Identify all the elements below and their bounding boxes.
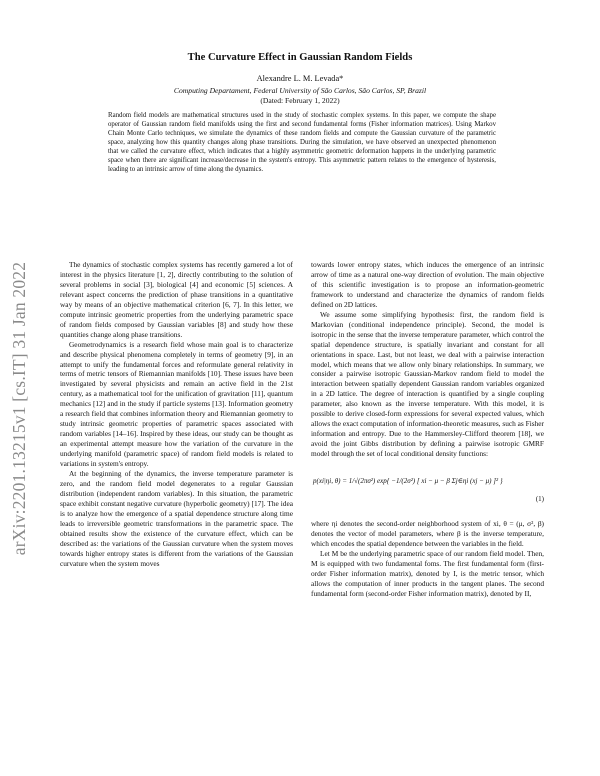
equation-1 (311, 467, 544, 513)
affiliation: Computing Departament, Federal University of São Carlos, São Carlos, SP, Brazil (173, 86, 427, 95)
date-line: (Dated: February 1, 2022) (260, 96, 340, 105)
author: Alexandre L. M. Levada* (256, 74, 344, 83)
arxiv-id: arXiv:2201.13215v1 [cs.IT] 31 Jan 2022 (9, 261, 30, 555)
equation-body: p(xi|ηi, θ) = 1/√(2πσ²) exp{ −1/(2σ²) [ xi − μ − β Σj∈ηi (xj − μ) ]² } (313, 477, 503, 486)
paragraph: At the beginning of the dynamics, the inverse temperature parameter is zero, and the random field model degenerates to a regular Gaussian distribution (independent random variables). In this situation, the parametric space exhibit constant negative curvature (hyperbolic geometry) [17]. The idea is to analyze how the emergence of a spatial dependence structure along time leads to irreversible geometric transformations in the parametric space. The obtained results show the existence of the curvature effect, which can be described as: the variations of the Gaussian curvature when the system moves towards higher entropy states is different from the variations of the Gaussian curvature when the system moves (60, 469, 293, 568)
right-column (311, 260, 544, 599)
paragraph: Geometrodynamics is a research field whose main goal is to characterize and describe physical phenomena completely in terms of geometry [9], in an attempt to unify the fundamental forces and reformulate general relativity in terms of metric tensors of Riemannian manifolds [10]. These issues have been investigated by several physicists and remain an active field in the 21st century, as a mathematical tool for the unification of gravitation [11], quantum mechanics [12] and in the study if particle systems [13]. Information geometry a research field that combines information theory and Riemannian geometry to study intrinsic geometric properties of parametric spaces associated with random variables [14–16]. Inspired by these ideas, our study can be thought as an experimental attempt measure how the variation of the curvature in the underlying manifold (parametric space) of random field models is related to variations in system's entropy. (60, 339, 293, 469)
paragraph: where ηi denotes the second-order neighborhood system of xi, θ = (μ, σ², β) denotes the vector of model parameters, where β is the inverse temperature, which encodes the spatial dependence between the variables in the field. (311, 519, 544, 548)
paragraph: We assume some simplifying hypothesis: first, the random field is Markovian (conditional independence principle). Second, the model is isotropic in the sense that the inverse temperature parameter, which control the spatial dependence structure, is spatially invariant and constant for all orientations in space. Last, but not least, we deal with a pairwise interaction model, which means that we allow only binary relationships. In summary, we consider a pairwise isotropic Gaussian-Markov random field to model the interaction between spatially dependent Gaussian random variables organized in a 2D lattice. The degree of interaction is quantified by a single coupling parameter, also known as the inverse temperature. With this model, it is possible to derive closed-form expressions for several expected values, which allows the exact computation of information-theoretic measures, such as Fisher information and entropy. Due to the Hammersley-Clifford theorem [18], we avoid the joint Gibbs distribution by defining a pairwise isotropic GMRF model through the set of local conditional density functions: (311, 309, 544, 459)
paragraph: The dynamics of stochastic complex systems has recently garnered a lot of interest in the physics literature [1, 2], directly contributing to the solution of several problems in social [3], biological [4] and economic [5] sciences. A relevant aspect concerns the prediction of phase transitions in a quantitative way by means of an objective mathematical criterion [6, 7]. In this letter, we compute intrinsic geometric properties from the underlying parametric space of random fields composed by Gaussian variables [8] and study how these quantities change along phase transitions. (60, 260, 293, 339)
paper-title: The Curvature Effect in Gaussian Random Fields (187, 52, 413, 63)
left-column (60, 260, 293, 569)
abstract: Random field models are mathematical structures used in the study of stochastic complex systems. In this paper, we compute the shape operator of Gaussian random field manifolds using the first and second fundamental forms (Fisher information matrices). Using Markov Chain Monte Carlo techniques, we simulate the dynamics of these random fields and compute the Gaussian curvature of the parametric space, analyzing how this quantity changes along phase transitions. During the simulation, we have observed an unexpected phenomenon that we called the curvature effect, which indicates that a highly asymmetric geometric deformation happens in the underlying parametric space when there are significant increase/decrease in the system's entropy. This asymmetric pattern relates to the emergence of hysteresis, leading to an intrinsic arrow of time along the dynamics. (108, 112, 496, 174)
paragraph: Let M be the underlying parametric space of our random field model. Then, M is equipped with two fundamental foms. The first fundamental form (first-order Fisher information matrix), denoted by I, is the metric tensor, which allows the computation of inner products in the tangent planes. The second fundamental form (second-order Fisher information matrix), denoted by II, (311, 548, 544, 598)
arxiv-stamp (4, 218, 36, 598)
paragraph: towards lower entropy states, which induces the emergence of an intrinsic arrow of time as a natural one-way direction of evolution. The main objective of this scientific investigation is to propose an information-geometric framework to understand and characterize the dynamics of random fields defined on 2D lattices. (311, 260, 544, 309)
equation-number: (1) (535, 495, 544, 504)
